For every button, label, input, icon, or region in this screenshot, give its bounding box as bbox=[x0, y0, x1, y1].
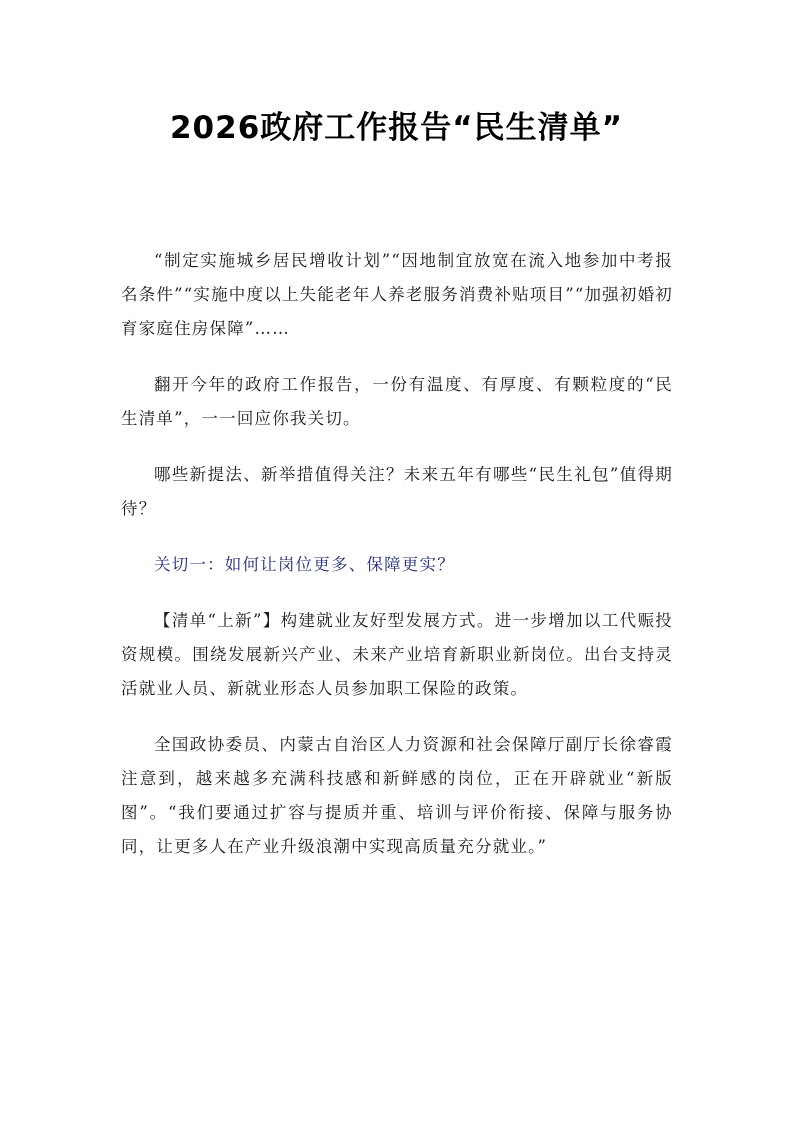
document-title: 2026政府工作报告“民生清单” bbox=[169, 110, 624, 146]
paragraph-intro-list: “制定实施城乡居民增收计划”“因地制宜放宽在流入地参加中考报名条件”“实施中度以上失能老年人养老服务消费补贴项目”“加强初婚初育家庭住房保障”…… bbox=[121, 251, 673, 338]
paragraph-quote: 全国政协委员、内蒙古自治区人力资源和社会保障厅副厅长徐睿霞注意到，越来越多充满科技感和新鲜感的岗位，正在开辟就业“新版图”。“我们要通过扩容与提质并重、培训与评价衔接、保障与服务协同，让更多人在产业升级浪潮中实现高质量充分就业。” bbox=[121, 735, 673, 856]
paragraph-list-update: 【清单“上新”】构建就业友好型发展方式。进一步增加以工代赈投资规模。围绕发展新兴产业、未来产业培育新职业新岗位。出台支持灵活就业人员、新就业形态人员参加职工保险的政策。 bbox=[121, 611, 673, 698]
section-heading-employment: 关切一：如何让岗位更多、保障更实？ bbox=[154, 555, 455, 574]
document-body bbox=[121, 244, 673, 886]
paragraph-report-overview: 翻开今年的政府工作报告，一份有温度、有厚度、有颗粒度的“民生清单”，一一回应你我关切。 bbox=[121, 375, 673, 428]
paragraph-questions: 哪些新提法、新举措值得关注？未来五年有哪些“民生礼包”值得期待？ bbox=[121, 465, 673, 518]
